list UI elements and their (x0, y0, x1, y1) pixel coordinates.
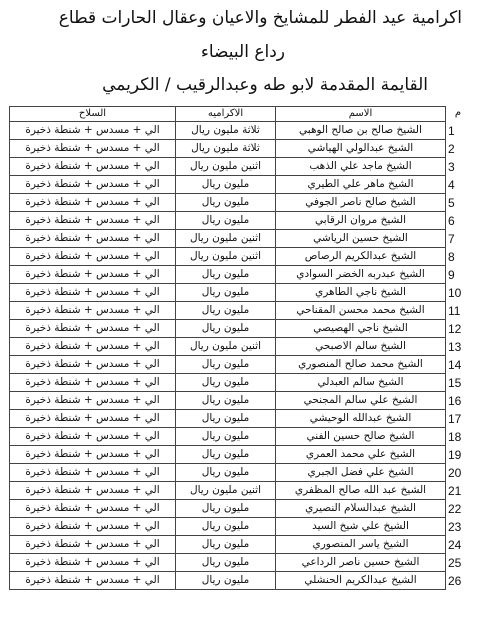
honor-cell: اثنين مليون ريال (176, 338, 276, 356)
name-cell: الشيخ علي فضل الجبري (276, 464, 446, 482)
name-cell: الشيخ عبدربه الخضر السوادي (276, 266, 446, 284)
honor-header: الاكراميه (176, 107, 276, 122)
table-row (10, 158, 446, 176)
honor-cell: اثنين مليون ريال (176, 158, 276, 176)
honor-cell: مليون ريال (176, 428, 276, 446)
row-number: 2 (448, 142, 455, 156)
table-row (10, 392, 446, 410)
name-cell: الشيخ ناجي الهصيصي (276, 320, 446, 338)
name-cell: الشيخ صالح ناصر الجوفي (276, 194, 446, 212)
table-row (10, 320, 446, 338)
row-number: 6 (448, 214, 455, 228)
recipients-table-wrap (10, 106, 446, 590)
honor-cell: مليون ريال (176, 374, 276, 392)
name-cell: الشيخ عبدالكريم الرصاص (276, 248, 446, 266)
name-cell: الشيخ عبدالله الوحيشي (276, 410, 446, 428)
weapon-cell: الي + مسدس + شنطة ذخيرة (10, 230, 176, 248)
row-number: 10 (448, 286, 462, 300)
weapon-cell: الي + مسدس + شنطة ذخيرة (10, 284, 176, 302)
weapon-cell: الي + مسدس + شنطة ذخيرة (10, 572, 176, 590)
row-number: 14 (448, 358, 462, 372)
weapon-cell: الي + مسدس + شنطة ذخيرة (10, 158, 176, 176)
honor-cell: مليون ريال (176, 212, 276, 230)
honor-cell: مليون ريال (176, 176, 276, 194)
honor-cell: اثنين مليون ريال (176, 230, 276, 248)
name-cell: الشيخ ماهر علي الطيري (276, 176, 446, 194)
honor-cell: مليون ريال (176, 356, 276, 374)
table-row (10, 482, 446, 500)
table-row (10, 428, 446, 446)
table-row (10, 176, 446, 194)
weapon-cell: الي + مسدس + شنطة ذخيرة (10, 302, 176, 320)
weapon-cell: الي + مسدس + شنطة ذخيرة (10, 446, 176, 464)
weapon-cell: الي + مسدس + شنطة ذخيرة (10, 140, 176, 158)
honor-cell: ثلاثة مليون ريال (176, 140, 276, 158)
table-row (10, 266, 446, 284)
honor-cell: مليون ريال (176, 500, 276, 518)
weapon-cell: الي + مسدس + شنطة ذخيرة (10, 338, 176, 356)
honor-cell: مليون ريال (176, 410, 276, 428)
row-number: 12 (448, 322, 462, 336)
honor-cell: مليون ريال (176, 572, 276, 590)
name-cell: الشيخ عبدالكريم الحنشلي (276, 572, 446, 590)
weapon-cell: الي + مسدس + شنطة ذخيرة (10, 536, 176, 554)
row-number: 19 (448, 448, 462, 462)
weapon-cell: الي + مسدس + شنطة ذخيرة (10, 248, 176, 266)
weapon-cell: الي + مسدس + شنطة ذخيرة (10, 176, 176, 194)
title-line-2: رداع البيضاء (200, 42, 285, 62)
weapon-cell: الي + مسدس + شنطة ذخيرة (10, 464, 176, 482)
name-cell: الشيخ سالم العبدلي (276, 374, 446, 392)
name-cell: الشيخ صالح حسين الفني (276, 428, 446, 446)
name-cell: الشيخ محمد صالح المنصوري (276, 356, 446, 374)
name-cell: الشيخ حسين الرياشي (276, 230, 446, 248)
table-row (10, 248, 446, 266)
table-row (10, 500, 446, 518)
honor-cell: اثنين مليون ريال (176, 248, 276, 266)
row-number: 17 (448, 412, 462, 426)
row-number: 22 (448, 502, 462, 516)
honor-cell: مليون ريال (176, 302, 276, 320)
name-cell: الشيخ عبدالسلام النصيري (276, 500, 446, 518)
weapon-cell: الي + مسدس + شنطة ذخيرة (10, 320, 176, 338)
weapon-cell: الي + مسدس + شنطة ذخيرة (10, 194, 176, 212)
weapon-cell: الي + مسدس + شنطة ذخيرة (10, 122, 176, 140)
table-row (10, 374, 446, 392)
table-row (10, 302, 446, 320)
name-cell: الشيخ علي سالم المجنحي (276, 392, 446, 410)
honor-cell: مليون ريال (176, 320, 276, 338)
table-row (10, 554, 446, 572)
row-number: 7 (448, 232, 455, 246)
row-number: 5 (448, 196, 455, 210)
table-row (10, 410, 446, 428)
table-row (10, 194, 446, 212)
table-row (10, 518, 446, 536)
title-line-1: اكرامية عيد الفطر للمشايخ والاعيان وعقال الحارات قطاع (58, 8, 462, 28)
weapon-cell: الي + مسدس + شنطة ذخيرة (10, 410, 176, 428)
weapon-cell: الي + مسدس + شنطة ذخيرة (10, 500, 176, 518)
table-row (10, 284, 446, 302)
row-number: 4 (448, 178, 455, 192)
name-cell: الشيخ علي محمد العمري (276, 446, 446, 464)
table-row (10, 338, 446, 356)
honor-cell: مليون ريال (176, 536, 276, 554)
weapon-cell: الي + مسدس + شنطة ذخيرة (10, 392, 176, 410)
table-row (10, 230, 446, 248)
table-row (10, 212, 446, 230)
table-row (10, 464, 446, 482)
honor-cell: مليون ريال (176, 446, 276, 464)
name-cell: الشيخ علي شيخ السيد (276, 518, 446, 536)
row-number: 13 (448, 340, 462, 354)
weapon-cell: الي + مسدس + شنطة ذخيرة (10, 356, 176, 374)
honor-cell: مليون ريال (176, 266, 276, 284)
name-header: الاسم (276, 107, 446, 122)
honor-cell: مليون ريال (176, 554, 276, 572)
weapon-cell: الي + مسدس + شنطة ذخيرة (10, 212, 176, 230)
row-number: 9 (448, 268, 455, 282)
name-cell: الشيخ مروان الرقابي (276, 212, 446, 230)
table-row (10, 122, 446, 140)
row-number: 18 (448, 430, 462, 444)
table-row (10, 356, 446, 374)
weapon-header: السلاح (10, 107, 176, 122)
name-cell: الشيخ صالح بن صالح الوهبي (276, 122, 446, 140)
honor-cell: مليون ريال (176, 392, 276, 410)
table-row (10, 446, 446, 464)
row-number: 26 (448, 574, 462, 588)
table-header-row (10, 107, 446, 122)
table-row (10, 536, 446, 554)
name-cell: الشيخ سالم الاصبحي (276, 338, 446, 356)
name-cell: الشيخ ماجد علي الذهب (276, 158, 446, 176)
row-number: 11 (448, 304, 461, 318)
num-header: م (454, 107, 462, 118)
honor-cell: مليون ريال (176, 284, 276, 302)
row-number: 8 (448, 250, 455, 264)
name-cell: الشيخ حسين ناصر الرداعي (276, 554, 446, 572)
row-number: 15 (448, 376, 462, 390)
row-number: 25 (448, 556, 462, 570)
weapon-cell: الي + مسدس + شنطة ذخيرة (10, 554, 176, 572)
row-number: 21 (448, 484, 462, 498)
name-cell: الشيخ ياسر المنصوري (276, 536, 446, 554)
honor-cell: مليون ريال (176, 464, 276, 482)
name-cell: الشيخ ناجي الطاهري (276, 284, 446, 302)
name-cell: الشيخ محمد محسن المقناحي (276, 302, 446, 320)
name-cell: الشيخ عبدالولي الهياشي (276, 140, 446, 158)
table-row (10, 140, 446, 158)
honor-cell: مليون ريال (176, 518, 276, 536)
weapon-cell: الي + مسدس + شنطة ذخيرة (10, 266, 176, 284)
row-number: 1 (448, 124, 455, 138)
row-number: 3 (448, 160, 455, 174)
row-number: 23 (448, 520, 462, 534)
row-number: 20 (448, 466, 462, 480)
honor-cell: ثلاثة مليون ريال (176, 122, 276, 140)
honor-cell: مليون ريال (176, 194, 276, 212)
recipients-table (9, 106, 446, 590)
row-number: 16 (448, 394, 462, 408)
name-cell: الشيخ عبد الله صالح المظفري (276, 482, 446, 500)
row-number-column (446, 106, 470, 590)
table-row (10, 572, 446, 590)
row-number: 24 (448, 538, 462, 552)
honor-cell: اثنين مليون ريال (176, 482, 276, 500)
weapon-cell: الي + مسدس + شنطة ذخيرة (10, 482, 176, 500)
weapon-cell: الي + مسدس + شنطة ذخيرة (10, 428, 176, 446)
weapon-cell: الي + مسدس + شنطة ذخيرة (10, 374, 176, 392)
title-line-3: القايمة المقدمة لابو طه وعبدالرقيب / الكريمي (102, 75, 428, 95)
weapon-cell: الي + مسدس + شنطة ذخيرة (10, 518, 176, 536)
